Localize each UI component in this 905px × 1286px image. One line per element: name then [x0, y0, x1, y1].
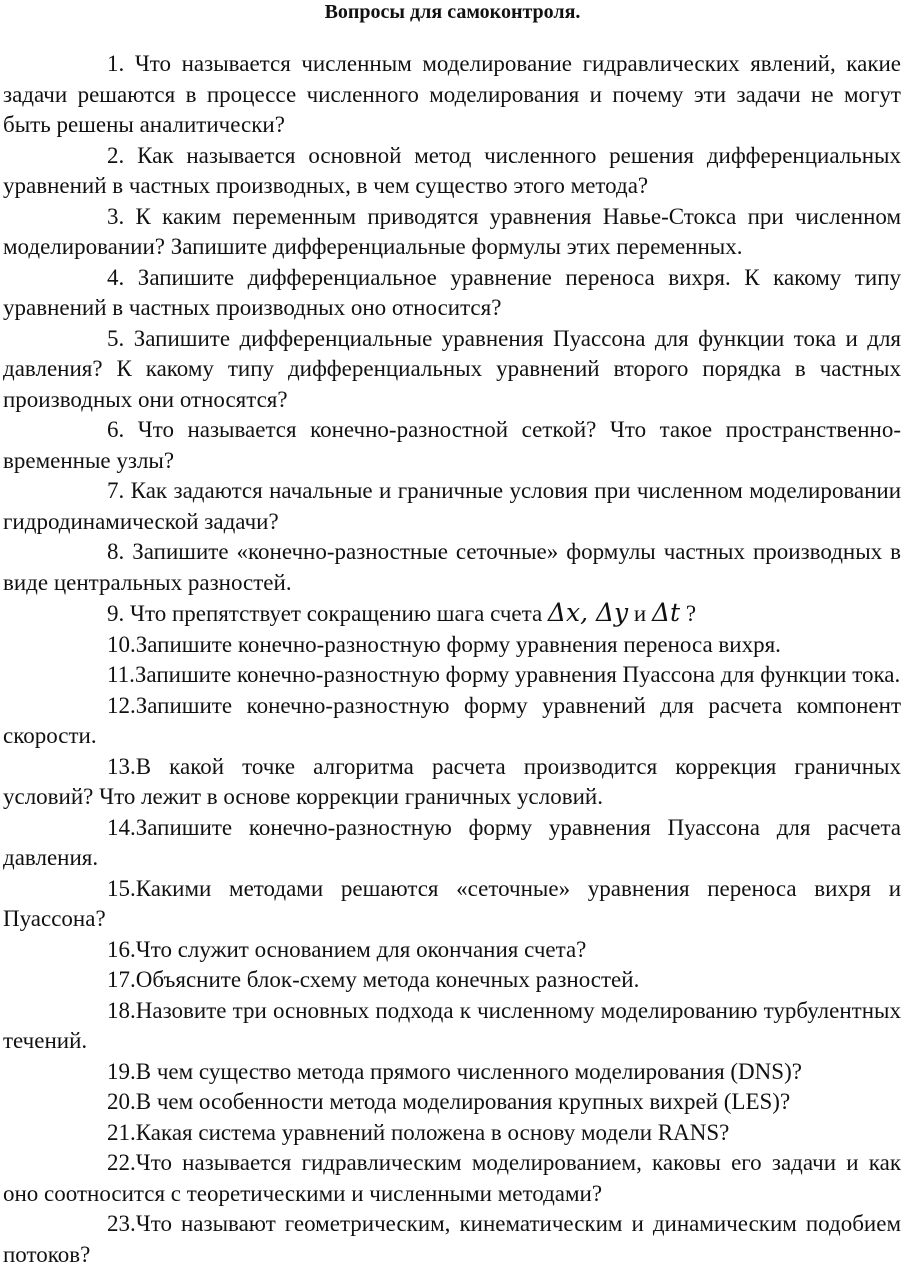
question-number: 16. — [107, 936, 136, 962]
question-10 — [3, 630, 901, 661]
question-number: 23. — [107, 1211, 136, 1236]
question-number: 12. — [107, 692, 136, 718]
question-19 — [3, 1057, 901, 1088]
question-4 — [3, 263, 901, 324]
question-number: 7. — [107, 478, 125, 503]
question-16 — [3, 935, 901, 966]
question-number: 3. — [107, 203, 125, 229]
question-text: Запишите дифференциальное уравнение переноса вихря. К какому типу уравнений в частных производных оно относится? — [3, 264, 902, 320]
question-text: К каким переменным приводятся уравнения Навье-Стокса при численном моделировании? Запишите дифференциальные формулы этих переменных. — [3, 203, 902, 259]
question-number: 11. — [107, 662, 135, 687]
question-number: 21. — [107, 1119, 136, 1145]
question-18 — [3, 996, 901, 1057]
question-number: 18. — [107, 997, 136, 1023]
question-6 — [3, 415, 901, 476]
question-text: Запишите конечно-разностную форму уравнения Пуассона для функции тока. — [134, 662, 901, 687]
question-number: 20. — [107, 1089, 136, 1114]
question-number: 2. — [107, 142, 125, 168]
question-17 — [3, 965, 901, 996]
question-text: Что препятствует сокращению шага счета — [130, 601, 543, 626]
question-text: В какой точке алгоритма расчета производится коррекция граничных условий? Что лежит в основе коррекции граничных условий. — [3, 753, 901, 809]
question-8 — [3, 537, 901, 598]
question-5 — [3, 324, 901, 416]
question-text: Запишите «конечно-разностные сеточные» формулы частных производных в виде центральных разностей. — [3, 539, 902, 595]
question-number: 14. — [107, 814, 136, 840]
page-title: Вопросы для самоконтроля. — [324, 1, 581, 23]
question-number: 6. — [107, 417, 125, 442]
question-number: 22. — [107, 1150, 136, 1175]
question-text: Что называется численным моделирование гидравлических явлений, какие задачи решаются в процессе численного моделирования и почему эти задачи не могут быть решены аналитически? — [3, 51, 902, 137]
question-text: Что называют геометрическим, кинематическим и динамическим подобием потоков? — [3, 1211, 901, 1267]
question-text: Запишите конечно-разностную форму уравнения Пуассона для расчета давления. — [3, 814, 901, 870]
question-9 — [3, 598, 901, 630]
question-end-mark: ? — [685, 601, 697, 626]
question-text: Запишите конечно-разностную форму уравнения переноса вихря. — [135, 631, 781, 657]
question-12 — [3, 691, 901, 752]
question-text: Какая система уравнений положена в основу модели RANS? — [135, 1119, 730, 1145]
question-number: 9. — [107, 601, 125, 626]
question-text: В чем особенности метода моделирования крупных вихрей (LES)? — [135, 1089, 791, 1114]
question-20 — [3, 1087, 901, 1118]
question-text: Назовите три основных подхода к численному моделированию турбулентных течений. — [3, 997, 901, 1053]
question-13 — [3, 752, 901, 813]
question-text: Что называется гидравлическим моделированием, каковы его задачи и как оно соотносится с теоретическими и численными методами? — [3, 1150, 901, 1206]
question-2 — [3, 141, 901, 202]
question-number: 4. — [107, 264, 125, 290]
question-text: Запишите конечно-разностную форму уравнений для расчета компонент скорости. — [3, 692, 901, 748]
math-delta-xy: Δx, Δy — [547, 598, 629, 627]
question-number: 1. — [107, 51, 125, 76]
question-15 — [3, 874, 901, 935]
question-1 — [3, 49, 901, 141]
question-text: Что называется конечно-разностной сеткой? Что такое пространственно-временные узлы? — [3, 417, 902, 473]
question-21 — [3, 1118, 901, 1149]
question-number: 10. — [107, 631, 136, 657]
question-number: 15. — [107, 875, 136, 901]
question-14 — [3, 813, 901, 874]
conjunction: и — [633, 601, 647, 626]
math-delta-t: Δt — [651, 598, 681, 627]
question-text: Запишите дифференциальные уравнения Пуассона для функции тока и для давления? К какому типу дифференциальных уравнений второго порядка в частных производных они относятся? — [3, 325, 902, 412]
question-text: Какими методами решаются «сеточные» уравнения переноса вихря и Пуассона? — [3, 875, 901, 931]
question-11 — [3, 660, 901, 691]
question-text: Как называется основной метод численного решения дифференциальных уравнений в частных производных, в чем существо этого метода? — [3, 142, 901, 198]
question-number: 13. — [107, 753, 136, 779]
question-text: В чем существо метода прямого численного моделирования (DNS)? — [135, 1058, 802, 1084]
question-23 — [3, 1209, 901, 1270]
question-text: Объясните блок-схему метода конечных разностей. — [135, 967, 640, 992]
question-number: 8. — [107, 539, 125, 564]
question-22 — [3, 1148, 901, 1209]
question-text: Как задаются начальные и граничные условия при численном моделировании гидродинамической задачи? — [3, 478, 902, 534]
question-3 — [3, 202, 901, 263]
question-number: 17. — [107, 967, 136, 992]
question-number: 19. — [107, 1058, 136, 1084]
question-7 — [3, 476, 901, 537]
question-list — [3, 49, 901, 1270]
question-text: Что служит основанием для окончания счета? — [135, 936, 587, 962]
question-number: 5. — [107, 325, 125, 351]
